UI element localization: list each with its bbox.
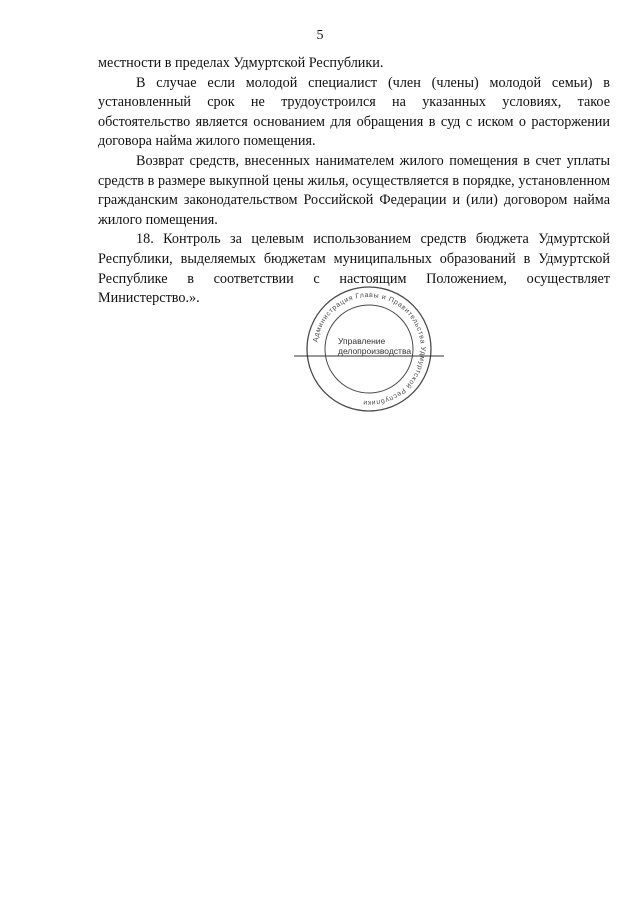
- document-body: [98, 54, 610, 309]
- page-number: 5: [316, 28, 324, 43]
- stamp-inner-line-1: Управление: [338, 336, 386, 346]
- paragraph-continuation: местности в пределах Удмуртской Республики.: [98, 55, 384, 71]
- stamp-outer-text: Администрация Главы и Правительства Удмуртской Республики: [312, 291, 427, 407]
- official-stamp: [294, 284, 444, 414]
- stamp-inner-line-2: делопроизводства: [338, 346, 412, 356]
- stamp-seal-graphic: [294, 284, 444, 414]
- paragraph-item-18-control: 18. Контроль за целевым использованием средств бюджета Удмуртской Республики, выделяемых бюджетам муниципальных образований в Удмуртской Республике в соответствии с настоящим Положением, осуществляет Министерство.».: [98, 231, 610, 307]
- paragraph-unemployed-specialist: В случае если молодой специалист (член (члены) молодой семьи) в установленный срок не трудоустроился на указанных условиях, такое обстоятельство является основанием для обращения в суд с иском о расторжении договора найма жилого помещения.: [98, 74, 610, 150]
- paragraph-refund: Возврат средств, внесенных нанимателем жилого помещения в счет уплаты средств в размере выкупной цены жилья, осуществляется в порядке, установленном гражданским законодательством Российской Федерации и (или) договором найма жилого помещения.: [98, 152, 610, 228]
